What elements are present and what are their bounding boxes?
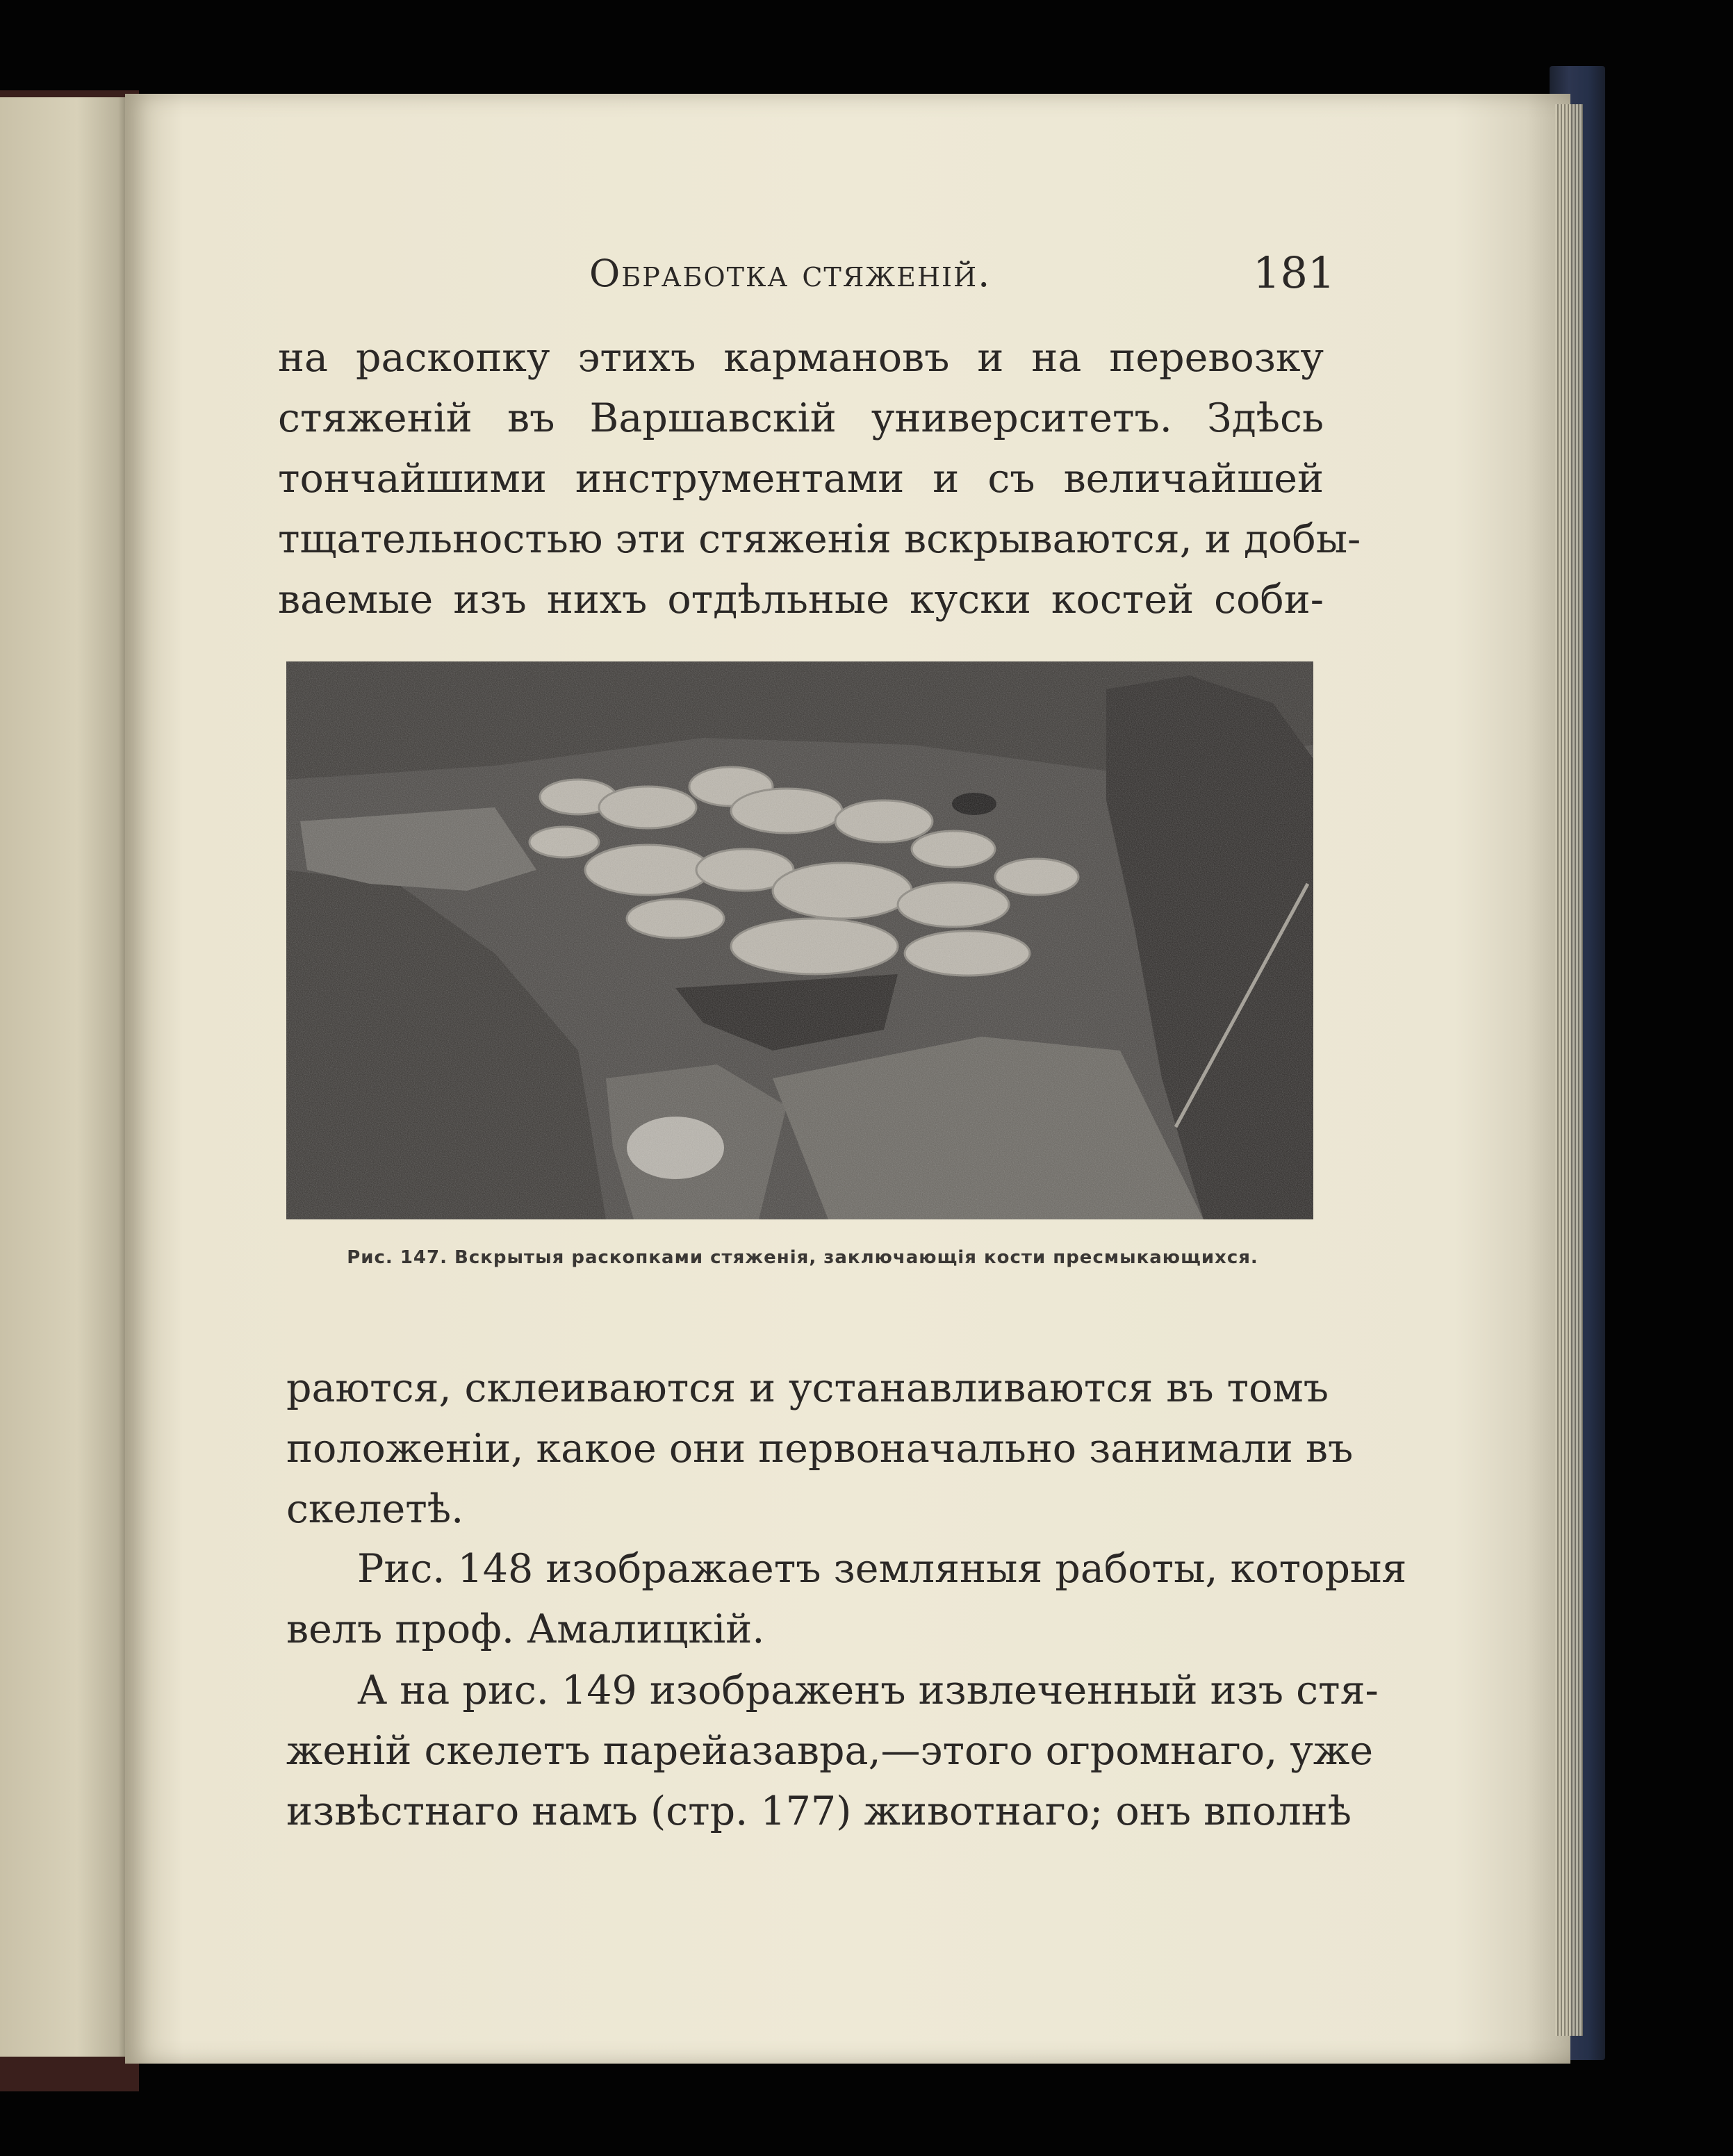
text-line: тщательностью эти стяженiя вскрываются, и добы-: [278, 516, 1361, 562]
text-line: Рис. 148 изображаетъ земляныя работы, которыя: [357, 1546, 1407, 1592]
paragraph-3: [286, 1539, 1407, 1660]
facing-page: [0, 97, 129, 2057]
text-line: на раскопку этихъ кармановъ и на перевозку: [278, 335, 1324, 381]
text-line: раются, склеиваются и устанавливаются въ томъ: [286, 1365, 1329, 1411]
text-line: скелетѣ.: [286, 1486, 464, 1532]
text-line: тончайшими инструментами и съ величайшей: [278, 456, 1324, 502]
text-line: извѣстнаго намъ (стр. 177) животнаго; онъ вполнѣ: [286, 1788, 1352, 1834]
text-line: велъ проф. Амалицкiй.: [286, 1606, 765, 1652]
text-line: А на рис. 149 изображенъ извлеченный изъ стя-: [357, 1668, 1379, 1713]
text-line: женiй скелетъ парейазавра,—этого огромнаго, уже: [286, 1728, 1374, 1774]
running-header: Обработка стяженiй.: [589, 252, 992, 295]
text-line: положенiи, какое они первоначально занимали въ: [286, 1426, 1354, 1472]
paragraph-4: [286, 1661, 1379, 1842]
text-line: ваемые изъ нихъ отдѣльные куски костей соби-: [278, 577, 1324, 623]
page-edges: [1555, 104, 1583, 2036]
paragraph-2: [286, 1358, 1354, 1540]
excavation-photo: [286, 661, 1313, 1219]
text-line: стяженiй въ Варшавскiй университетъ. Здѣсь: [278, 395, 1324, 441]
figure-caption: Рис. 147. Вскрытыя раскопками стяженiя, заключающiя кости пресмыкающихся.: [347, 1247, 1258, 1268]
paragraph-1: [278, 328, 1361, 630]
page-number: 181: [1253, 247, 1336, 298]
